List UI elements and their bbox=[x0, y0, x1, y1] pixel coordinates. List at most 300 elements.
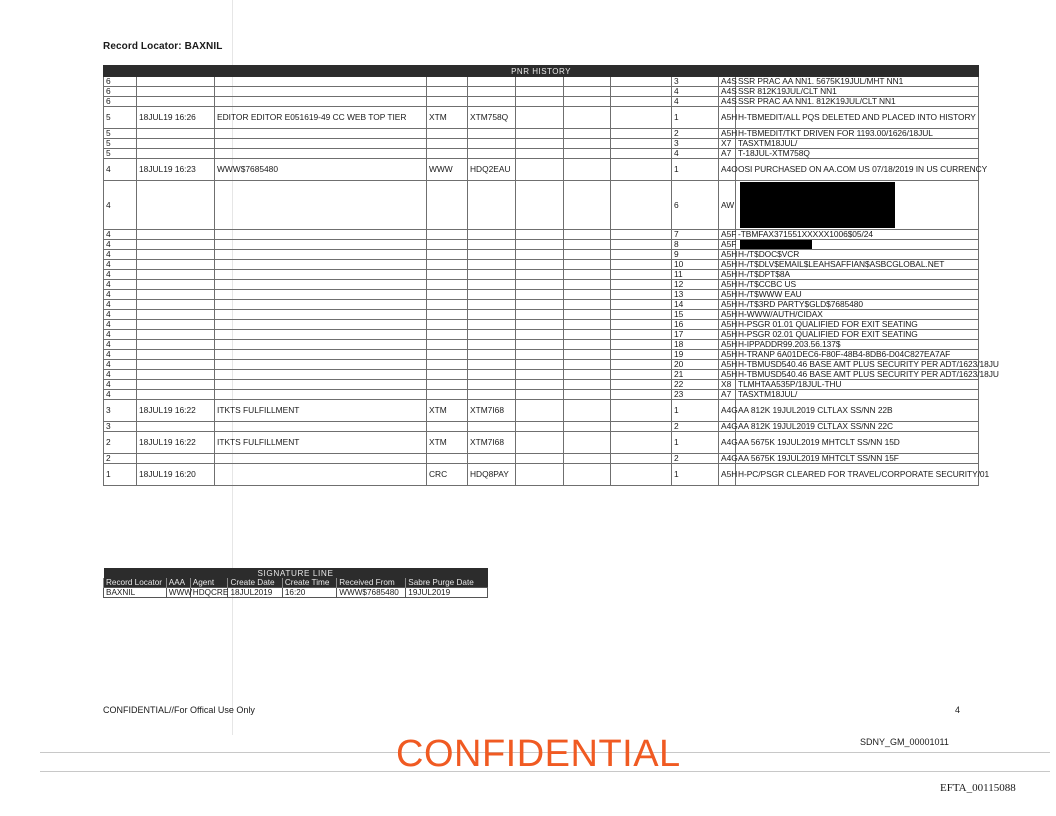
cell-blank-a bbox=[516, 240, 564, 250]
cell-agent-id bbox=[468, 380, 516, 390]
cell-action-code: A4G bbox=[719, 454, 736, 464]
cell-history-text: TASXTM18JUL/ bbox=[736, 139, 979, 149]
cell-segment-number: 1 bbox=[672, 400, 719, 422]
cell-blank-b bbox=[564, 300, 611, 310]
cell-agent-code bbox=[427, 350, 468, 360]
cell-blank-b bbox=[564, 139, 611, 149]
sig-header-record-locator: Record Locator bbox=[104, 578, 167, 588]
cell-segment-number: 2 bbox=[672, 129, 719, 139]
pnr-history-row bbox=[104, 107, 979, 129]
cell-history-number: 4 bbox=[104, 240, 137, 250]
cell-blank-c bbox=[611, 390, 672, 400]
cell-agent-code: CRC bbox=[427, 464, 468, 486]
cell-agent-id bbox=[468, 350, 516, 360]
cell-date-time bbox=[137, 320, 215, 330]
pnr-history-row bbox=[104, 454, 979, 464]
cell-blank-c bbox=[611, 370, 672, 380]
cell-date-time bbox=[137, 139, 215, 149]
cell-date-time: 18JUL19 16:22 bbox=[137, 432, 215, 454]
cell-blank-c bbox=[611, 380, 672, 390]
cell-description bbox=[215, 149, 427, 159]
cell-date-time bbox=[137, 270, 215, 280]
cell-blank-b bbox=[564, 129, 611, 139]
cell-history-text: H-PSGR 02.01 QUALIFIED FOR EXIT SEATING bbox=[736, 330, 979, 340]
sig-value-agent: HDQCRE bbox=[190, 588, 228, 598]
cell-segment-number: 23 bbox=[672, 390, 719, 400]
cell-date-time: 18JUL19 16:23 bbox=[137, 159, 215, 181]
pnr-history-row bbox=[104, 270, 979, 280]
signature-line-value-row bbox=[104, 588, 488, 598]
cell-blank-a bbox=[516, 390, 564, 400]
cell-action-code: A4S bbox=[719, 77, 736, 87]
cell-description bbox=[215, 181, 427, 230]
cell-history-text: H-TBMEDIT/TKT DRIVEN FOR 1193.00/1626/18JUL bbox=[736, 129, 979, 139]
cell-blank-a bbox=[516, 270, 564, 280]
cell-history-number: 4 bbox=[104, 320, 137, 330]
cell-segment-number: 21 bbox=[672, 370, 719, 380]
cell-date-time: 18JUL19 16:20 bbox=[137, 464, 215, 486]
record-locator-heading: Record Locator: BAXNIL bbox=[103, 41, 223, 52]
cell-date-time bbox=[137, 280, 215, 290]
cell-action-code: AW bbox=[719, 181, 736, 230]
cell-history-number: 4 bbox=[104, 330, 137, 340]
pnr-history-table bbox=[103, 65, 999, 486]
cell-history-number: 4 bbox=[104, 380, 137, 390]
cell-history-number: 4 bbox=[104, 390, 137, 400]
cell-date-time bbox=[137, 370, 215, 380]
cell-blank-b bbox=[564, 159, 611, 181]
pnr-history-row bbox=[104, 380, 979, 390]
cell-history-number: 2 bbox=[104, 454, 137, 464]
cell-history-number: 6 bbox=[104, 77, 137, 87]
cell-date-time bbox=[137, 181, 215, 230]
cell-description bbox=[215, 240, 427, 250]
cell-action-code: A5H bbox=[719, 320, 736, 330]
cell-agent-id bbox=[468, 77, 516, 87]
cell-action-code: A5H bbox=[719, 107, 736, 129]
cell-date-time bbox=[137, 240, 215, 250]
cell-agent-code bbox=[427, 97, 468, 107]
cell-blank-b bbox=[564, 310, 611, 320]
cell-blank-c bbox=[611, 230, 672, 240]
cell-description bbox=[215, 464, 427, 486]
pnr-history-row bbox=[104, 260, 979, 270]
cell-segment-number: 1 bbox=[672, 159, 719, 181]
cell-history-text: H-/T$WWW EAU bbox=[736, 290, 979, 300]
cell-date-time bbox=[137, 310, 215, 320]
cell-blank-c bbox=[611, 149, 672, 159]
cell-history-number: 3 bbox=[104, 400, 137, 422]
cell-history-number: 5 bbox=[104, 139, 137, 149]
cell-blank-c bbox=[611, 107, 672, 129]
cell-agent-code bbox=[427, 340, 468, 350]
cell-history-number: 4 bbox=[104, 300, 137, 310]
cell-description: EDITOR EDITOR E051619-49 CC WEB TOP TIER bbox=[215, 107, 427, 129]
redaction-box bbox=[740, 240, 812, 249]
cell-description bbox=[215, 370, 427, 380]
cell-agent-code: XTM bbox=[427, 400, 468, 422]
cell-blank-c bbox=[611, 350, 672, 360]
cell-description: WWW$7685480 bbox=[215, 159, 427, 181]
pnr-history-row bbox=[104, 240, 979, 250]
cell-description bbox=[215, 340, 427, 350]
cell-blank-b bbox=[564, 290, 611, 300]
cell-action-code: A4S bbox=[719, 97, 736, 107]
pnr-history-row bbox=[104, 87, 979, 97]
cell-agent-id bbox=[468, 370, 516, 380]
bates-number: SDNY_GM_00001011 bbox=[860, 737, 949, 747]
pnr-history-row bbox=[104, 330, 979, 340]
cell-history-text bbox=[736, 181, 979, 230]
pnr-history-row bbox=[104, 250, 979, 260]
cell-action-code: A4S bbox=[719, 87, 736, 97]
pnr-history-row bbox=[104, 149, 979, 159]
cell-blank-a bbox=[516, 107, 564, 129]
cell-blank-a bbox=[516, 464, 564, 486]
cell-date-time bbox=[137, 97, 215, 107]
cell-blank-c bbox=[611, 159, 672, 181]
cell-agent-code bbox=[427, 330, 468, 340]
cell-history-text: H-TBMEDIT/ALL PQS DELETED AND PLACED INTO HISTORY bbox=[736, 107, 979, 129]
cell-date-time bbox=[137, 250, 215, 260]
cell-agent-id bbox=[468, 149, 516, 159]
cell-agent-code bbox=[427, 280, 468, 290]
cell-description bbox=[215, 129, 427, 139]
cell-history-number: 6 bbox=[104, 87, 137, 97]
sig-header-sabre-purge-date: Sabre Purge Date bbox=[406, 578, 488, 588]
sig-value-create-date: 18JUL2019 bbox=[228, 588, 282, 598]
cell-agent-id bbox=[468, 181, 516, 230]
cell-history-number: 5 bbox=[104, 107, 137, 129]
sig-header-aaa: AAA bbox=[166, 578, 190, 588]
redaction-box bbox=[740, 182, 895, 228]
cell-description bbox=[215, 230, 427, 240]
cell-history-text: TLMHTAA535P/18JUL-THU bbox=[736, 380, 979, 390]
cell-blank-c bbox=[611, 360, 672, 370]
cell-action-code: A5H bbox=[719, 370, 736, 380]
cell-action-code: A5H bbox=[719, 260, 736, 270]
cell-blank-a bbox=[516, 250, 564, 260]
cell-blank-c bbox=[611, 432, 672, 454]
cell-history-text: H-/T$DPT$8A bbox=[736, 270, 979, 280]
cell-agent-code bbox=[427, 310, 468, 320]
sig-header-create-date: Create Date bbox=[228, 578, 282, 588]
cell-agent-code bbox=[427, 129, 468, 139]
cell-blank-c bbox=[611, 77, 672, 87]
cell-agent-id bbox=[468, 270, 516, 280]
cell-blank-b bbox=[564, 400, 611, 422]
cell-blank-c bbox=[611, 464, 672, 486]
cell-blank-a bbox=[516, 129, 564, 139]
pnr-history-row bbox=[104, 400, 979, 422]
sig-value-received-from: WWW$7685480 bbox=[337, 588, 406, 598]
cell-history-number: 5 bbox=[104, 149, 137, 159]
cell-segment-number: 4 bbox=[672, 149, 719, 159]
pnr-history-title: PNR HISTORY bbox=[104, 66, 979, 77]
cell-segment-number: 10 bbox=[672, 260, 719, 270]
cell-blank-b bbox=[564, 422, 611, 432]
cell-action-code: A5H bbox=[719, 300, 736, 310]
pnr-history-row bbox=[104, 432, 979, 454]
cell-description bbox=[215, 350, 427, 360]
cell-blank-a bbox=[516, 370, 564, 380]
cell-blank-c bbox=[611, 270, 672, 280]
pnr-history-row bbox=[104, 290, 979, 300]
cell-blank-a bbox=[516, 300, 564, 310]
cell-history-number: 4 bbox=[104, 270, 137, 280]
cell-agent-code bbox=[427, 139, 468, 149]
cell-action-code: A5F bbox=[719, 240, 736, 250]
cell-blank-a bbox=[516, 139, 564, 149]
cell-segment-number: 1 bbox=[672, 107, 719, 129]
cell-agent-id bbox=[468, 360, 516, 370]
pnr-history-header-row bbox=[104, 66, 979, 77]
page-number: 4 bbox=[955, 705, 961, 715]
cell-segment-number: 2 bbox=[672, 454, 719, 464]
cell-blank-c bbox=[611, 340, 672, 350]
cell-action-code: A7 bbox=[719, 149, 736, 159]
cell-history-number: 4 bbox=[104, 340, 137, 350]
cell-history-text: OSI PURCHASED ON AA.COM US 07/18/2019 IN US CURRENCY bbox=[736, 159, 979, 181]
cell-blank-c bbox=[611, 320, 672, 330]
cell-history-number: 4 bbox=[104, 310, 137, 320]
cell-date-time bbox=[137, 129, 215, 139]
cell-agent-id bbox=[468, 280, 516, 290]
cell-history-text bbox=[736, 240, 979, 250]
cell-segment-number: 13 bbox=[672, 290, 719, 300]
cell-description bbox=[215, 380, 427, 390]
pnr-history-row bbox=[104, 422, 979, 432]
cell-blank-a bbox=[516, 280, 564, 290]
cell-action-code: A7 bbox=[719, 390, 736, 400]
cell-blank-c bbox=[611, 280, 672, 290]
cell-blank-c bbox=[611, 139, 672, 149]
cell-agent-id bbox=[468, 230, 516, 240]
cell-agent-id bbox=[468, 454, 516, 464]
cell-blank-b bbox=[564, 320, 611, 330]
sig-value-sabre-purge-date: 19JUL2019 bbox=[406, 588, 488, 598]
cell-date-time bbox=[137, 87, 215, 97]
pnr-history-row bbox=[104, 320, 979, 330]
cell-history-number: 2 bbox=[104, 432, 137, 454]
cell-date-time bbox=[137, 390, 215, 400]
cell-action-code: A4G bbox=[719, 432, 736, 454]
cell-description bbox=[215, 87, 427, 97]
cell-agent-code bbox=[427, 290, 468, 300]
pnr-history-row bbox=[104, 390, 979, 400]
cell-history-text: H-IPPADDR99.203.56.137$ bbox=[736, 340, 979, 350]
cell-action-code: X8 bbox=[719, 380, 736, 390]
cell-history-text: H-PSGR 01.01 QUALIFIED FOR EXIT SEATING bbox=[736, 320, 979, 330]
cell-action-code: A5H bbox=[719, 250, 736, 260]
cell-agent-code bbox=[427, 300, 468, 310]
pnr-history-row bbox=[104, 129, 979, 139]
pnr-history-row bbox=[104, 310, 979, 320]
efta-number: EFTA_00115088 bbox=[940, 782, 1016, 794]
pnr-history-row bbox=[104, 370, 979, 380]
cell-blank-a bbox=[516, 310, 564, 320]
sig-header-received-from: Received From bbox=[337, 578, 406, 588]
cell-segment-number: 9 bbox=[672, 250, 719, 260]
cell-blank-b bbox=[564, 432, 611, 454]
cell-history-text: H-WWW/AUTH/CIDAX bbox=[736, 310, 979, 320]
cell-agent-code bbox=[427, 250, 468, 260]
cell-description bbox=[215, 260, 427, 270]
cell-blank-a bbox=[516, 380, 564, 390]
cell-history-text: H-/T$DOC$VCR bbox=[736, 250, 979, 260]
cell-description: ITKTS FULFILLMENT bbox=[215, 432, 427, 454]
cell-action-code: A5H bbox=[719, 360, 736, 370]
cell-description bbox=[215, 290, 427, 300]
cell-segment-number: 11 bbox=[672, 270, 719, 280]
cell-history-number: 4 bbox=[104, 350, 137, 360]
cell-segment-number: 1 bbox=[672, 464, 719, 486]
cell-segment-number: 7 bbox=[672, 230, 719, 240]
cell-description bbox=[215, 310, 427, 320]
cell-action-code: A5H bbox=[719, 290, 736, 300]
cell-date-time bbox=[137, 300, 215, 310]
pnr-history-row bbox=[104, 350, 979, 360]
cell-agent-id bbox=[468, 97, 516, 107]
cell-agent-code bbox=[427, 149, 468, 159]
cell-agent-id bbox=[468, 300, 516, 310]
cell-agent-id bbox=[468, 250, 516, 260]
cell-history-text: H-TBMUSD540.46 BASE AMT PLUS SECURITY PER ADT/1623/18JU bbox=[736, 360, 979, 370]
cell-blank-b bbox=[564, 280, 611, 290]
cell-blank-a bbox=[516, 159, 564, 181]
cell-history-text: -TBMFAX371551XXXXX1006$05/24 bbox=[736, 230, 979, 240]
cell-action-code: A4G bbox=[719, 422, 736, 432]
cell-history-number: 4 bbox=[104, 181, 137, 230]
cell-date-time bbox=[137, 77, 215, 87]
pnr-history-body bbox=[104, 76, 999, 486]
pnr-history-row bbox=[104, 230, 979, 240]
cell-agent-id bbox=[468, 310, 516, 320]
cell-blank-b bbox=[564, 149, 611, 159]
cell-action-code: A5F bbox=[719, 230, 736, 240]
pnr-history-row bbox=[104, 181, 979, 230]
cell-history-number: 4 bbox=[104, 290, 137, 300]
pnr-history-row bbox=[104, 77, 979, 87]
cell-date-time bbox=[137, 340, 215, 350]
cell-history-text: H-/T$3RD PARTY$GLD$7685480 bbox=[736, 300, 979, 310]
cell-segment-number: 6 bbox=[672, 181, 719, 230]
cell-agent-id bbox=[468, 330, 516, 340]
cell-segment-number: 18 bbox=[672, 340, 719, 350]
cell-agent-code bbox=[427, 181, 468, 230]
cell-blank-a bbox=[516, 330, 564, 340]
cell-agent-id bbox=[468, 290, 516, 300]
cell-date-time bbox=[137, 290, 215, 300]
cell-segment-number: 19 bbox=[672, 350, 719, 360]
cell-agent-id bbox=[468, 139, 516, 149]
cell-blank-b bbox=[564, 350, 611, 360]
cell-segment-number: 15 bbox=[672, 310, 719, 320]
cell-blank-b bbox=[564, 250, 611, 260]
cell-history-number: 3 bbox=[104, 422, 137, 432]
cell-action-code: X7 bbox=[719, 139, 736, 149]
cell-description: ITKTS FULFILLMENT bbox=[215, 400, 427, 422]
cell-description bbox=[215, 390, 427, 400]
cell-date-time bbox=[137, 260, 215, 270]
cell-blank-b bbox=[564, 77, 611, 87]
cell-date-time: 18JUL19 16:22 bbox=[137, 400, 215, 422]
cell-action-code: A5H bbox=[719, 310, 736, 320]
cell-agent-id bbox=[468, 87, 516, 97]
cell-agent-id: HDQ8PAY bbox=[468, 464, 516, 486]
cell-description bbox=[215, 250, 427, 260]
cell-blank-a bbox=[516, 77, 564, 87]
cell-blank-a bbox=[516, 422, 564, 432]
signature-line-table bbox=[103, 568, 488, 598]
pnr-history-row bbox=[104, 300, 979, 310]
cell-blank-a bbox=[516, 432, 564, 454]
cell-segment-number: 3 bbox=[672, 77, 719, 87]
cell-blank-a bbox=[516, 400, 564, 422]
cell-agent-code bbox=[427, 380, 468, 390]
cell-description bbox=[215, 454, 427, 464]
cell-history-text: T-18JUL-XTM758Q bbox=[736, 149, 979, 159]
cell-history-number: 4 bbox=[104, 280, 137, 290]
cell-history-number: 1 bbox=[104, 464, 137, 486]
cell-history-text: SSR 812K19JUL/CLT NN1 bbox=[736, 87, 979, 97]
cell-blank-b bbox=[564, 380, 611, 390]
sig-value-create-time: 16:20 bbox=[282, 588, 336, 598]
confidential-stamp: CONFIDENTIAL bbox=[396, 733, 681, 775]
cell-blank-b bbox=[564, 230, 611, 240]
cell-blank-c bbox=[611, 290, 672, 300]
cell-blank-a bbox=[516, 290, 564, 300]
cell-blank-b bbox=[564, 464, 611, 486]
pnr-history-row bbox=[104, 360, 979, 370]
cell-blank-c bbox=[611, 260, 672, 270]
cell-date-time bbox=[137, 360, 215, 370]
cell-description bbox=[215, 422, 427, 432]
cell-blank-c bbox=[611, 300, 672, 310]
cell-history-number: 4 bbox=[104, 250, 137, 260]
cell-description bbox=[215, 330, 427, 340]
cell-segment-number: 14 bbox=[672, 300, 719, 310]
sig-header-create-time: Create Time bbox=[282, 578, 336, 588]
pnr-history-row bbox=[104, 280, 979, 290]
cell-description bbox=[215, 280, 427, 290]
cell-action-code: A5H bbox=[719, 350, 736, 360]
cell-blank-b bbox=[564, 107, 611, 129]
cell-segment-number: 3 bbox=[672, 139, 719, 149]
cell-agent-id: HDQ2EAU bbox=[468, 159, 516, 181]
sig-value-aaa: WWW bbox=[166, 588, 190, 598]
pnr-history-row bbox=[104, 159, 979, 181]
cell-blank-b bbox=[564, 260, 611, 270]
cell-blank-b bbox=[564, 454, 611, 464]
cell-date-time bbox=[137, 149, 215, 159]
cell-history-number: 6 bbox=[104, 97, 137, 107]
cell-agent-code bbox=[427, 360, 468, 370]
signature-line-title: SIGNATURE LINE bbox=[104, 568, 488, 578]
cell-agent-code bbox=[427, 390, 468, 400]
cell-history-number: 5 bbox=[104, 129, 137, 139]
cell-date-time bbox=[137, 330, 215, 340]
cell-segment-number: 12 bbox=[672, 280, 719, 290]
cell-blank-b bbox=[564, 330, 611, 340]
cell-blank-c bbox=[611, 310, 672, 320]
cell-blank-c bbox=[611, 129, 672, 139]
cell-agent-id bbox=[468, 390, 516, 400]
cell-history-number: 4 bbox=[104, 230, 137, 240]
cell-agent-code: XTM bbox=[427, 432, 468, 454]
cell-date-time bbox=[137, 350, 215, 360]
cell-blank-a bbox=[516, 149, 564, 159]
